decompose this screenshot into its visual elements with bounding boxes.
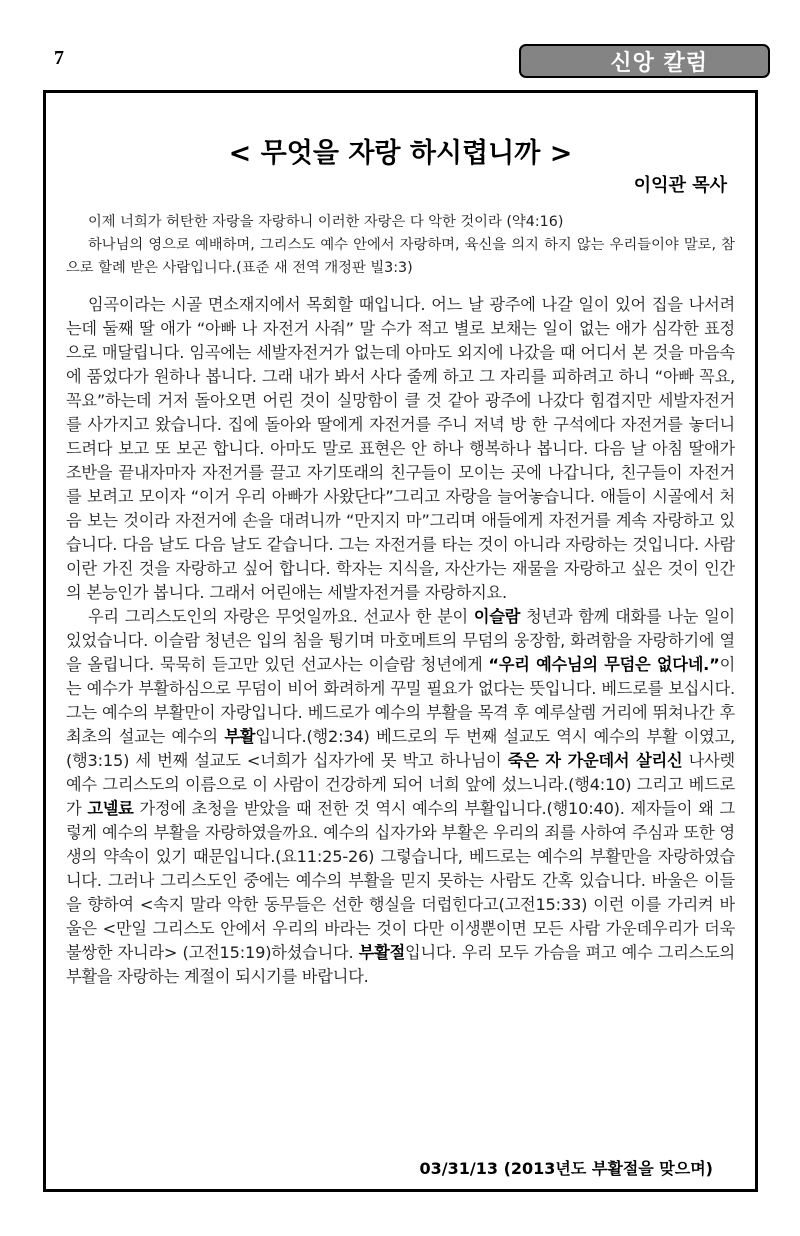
emphasis-resurrection: 부활	[224, 727, 256, 746]
text-run: 우리 그리스도인의 자랑은 무엇일까요. 선교사 한 분이	[88, 607, 474, 626]
article-title: < 무엇을 자랑 하시렵니까 >	[228, 138, 573, 169]
emphasis-islam: 이슬람	[473, 607, 521, 626]
body-paragraph-1: 임곡이라는 시골 면소재지에서 목회할 때입니다. 어느 날 광주에 나갈 일이 있어 집을 나서려는데 둘째 딸 애가 “아빠 나 자전거 사줘” 말 수가 적고 별로 보채는 일이 없는 애가 심각한 표정으로 매달립니다. 임곡에는 세발자전거가 없는데 아마도 외지에 나갔을 때 어디서 본 것을 마음속에 품었다가 원하나 봅니다. 그래 내가 봐서 사다 줄께 하고 그 자리를 피하려고 하니 “아빠 꼭요, 꼭요”하는데 거저 돌아오면 어린 것이 실망함이 클 것 같아 광주에 나갔다 힘겹지만 세발자전거를 사가지고 왔습니다. 집에 돌아와 딸에게 자전거를 주니 저녁 방 한 구석에다 자전거를 놓더니 드려다 보고 또 보곤 합니다. 아마도 말로 표현은 안 하나 행복하나 봅니다. 다음 날 아침 딸애가 조반을 끝내자마자 자전거를 끌고 자기또래의 친구들이 모이는 곳에 나갑니다, 친구들이 자전거를 보려고 모이자 “이거 우리 아빠가 사왔단다”그리고 자랑을 늘어놓습니다. 애들이 시골에서 처음 보는 것이라 자전거에 손을 대려니까 “만지지 마”그리며 애들에게 자전거를 계속 자랑하고 있습니다. 다음 날도 다음 날도 같습니다. 그는 자전거를 타는 것이 아니라 자랑하는 것입니다. 사람이란 가진 것을 자랑하고 싶어 합니다. 학자는 지식을, 자산가는 재물을 자랑하고 싶은 것이 인간의 본능인가 봅니다. 그래서 어린애는 세발자전거를 자랑하지요.	[66, 295, 735, 602]
text-run: 가정에 초청을 받았을 때 전한 것 역시 예수의 부활입니다.(행10:40). 제자들이 왜 그렇게 예수의 부활을 자랑하였을까요. 예수의 십자가와 부활은 우리의 죄를 사하여 주심과 또한 영생의 약속이 있기 때문입니다.(요11:25-26) 그렇습니다, 베드로는 예수의 부활만을 자랑하였습니다. 그러나 그리스도인 중에는 예수의 부활을 믿지 못하는 사람도 간혹 있습니다. 바울은 이들을 향하여 <속지 말라 악한 동무들은 선한 행실을 더럽힌다고(고전15:33) 이런 이를 가리켜 바울은 <만일 그리스도 안에서 우리의 바라는 것이 다만 이생뿐이면 모든 사람 가운데우리가 더욱 불쌍한 자니라> (고전15:19)하셨습니다.	[66, 799, 735, 962]
text-run: 입니다.(행2:34) 베드로의 두 번째 설교도 역시 예수의 부활 이였고,(행3:15) 세 번째 설교도 <너희가 십자가에 못 박고 하나님이	[66, 727, 735, 770]
page-number: 7	[54, 47, 64, 69]
text-run: 나사렛 예수 그리스도의 이름으로 이 사람이 건강하게 되어 너희 앞에 섰느니라.(행4:10) 그리고 베드로가	[66, 751, 735, 818]
text-run: 입니다. 우리 모두 가슴을 펴고 예수 그리스도의 부활을 자랑하는 계절이 되시기를 바랍니다.	[66, 943, 735, 986]
author-name: 이익관 목사	[633, 175, 727, 196]
epigraph	[66, 211, 735, 280]
section-tab	[519, 44, 770, 78]
emphasis-easter: 부활절	[358, 943, 406, 962]
emphasis-cornelius: 고넬료	[87, 799, 134, 818]
text-run: 이는 예수가 부활하심으로 무덤이 비어 화려하게 꾸밀 필요가 없다는 뜻입니다. 베드로를 보십시다. 그는 예수의 부활만이 자랑입니다. 베드로가 예수의 부활을 목격 후 예루살렘 거리에 뛰쳐나간 후 최초의 설교는 예수의	[66, 655, 735, 746]
section-tab-label: 신앙 칼럼	[610, 50, 708, 76]
text-run: 청년과 함께 대화를 나눈 일이 있었습니다. 이슬람 청년은 입의 침을 튕기며 마호메트의 무덤의 웅장함, 화려함을 자랑하기에 열을 올립니다. 묵묵히 듣고만 있던 선교사는 이슬람 청년에게	[66, 607, 735, 674]
dateline: 03/31/13 (2013년도 부활절을 맞으며)	[419, 1159, 713, 1178]
epigraph-verse-2: 하나님의 영으로 예배하며, 그리스도 예수 안에서 자랑하며, 육신을 의지 하지 않는 우리들이야 말로, 참으로 할례 받은 사람입니다.(표준 새 전역 개정판 빌3:3)	[66, 237, 735, 276]
article-body	[66, 293, 735, 989]
epigraph-verse-1: 이제 너희가 허탄한 자랑을 자랑하니 이러한 자랑은 다 악한 것이라 (약4:16)	[88, 214, 564, 230]
body-paragraph-2	[66, 605, 735, 989]
emphasis-quote-tomb: “우리 예수님의 무덤은 없다네.”	[488, 655, 720, 674]
emphasis-raised-from-dead: 죽은 자 가운데서 살리신	[507, 751, 683, 770]
article-frame	[43, 90, 758, 1192]
